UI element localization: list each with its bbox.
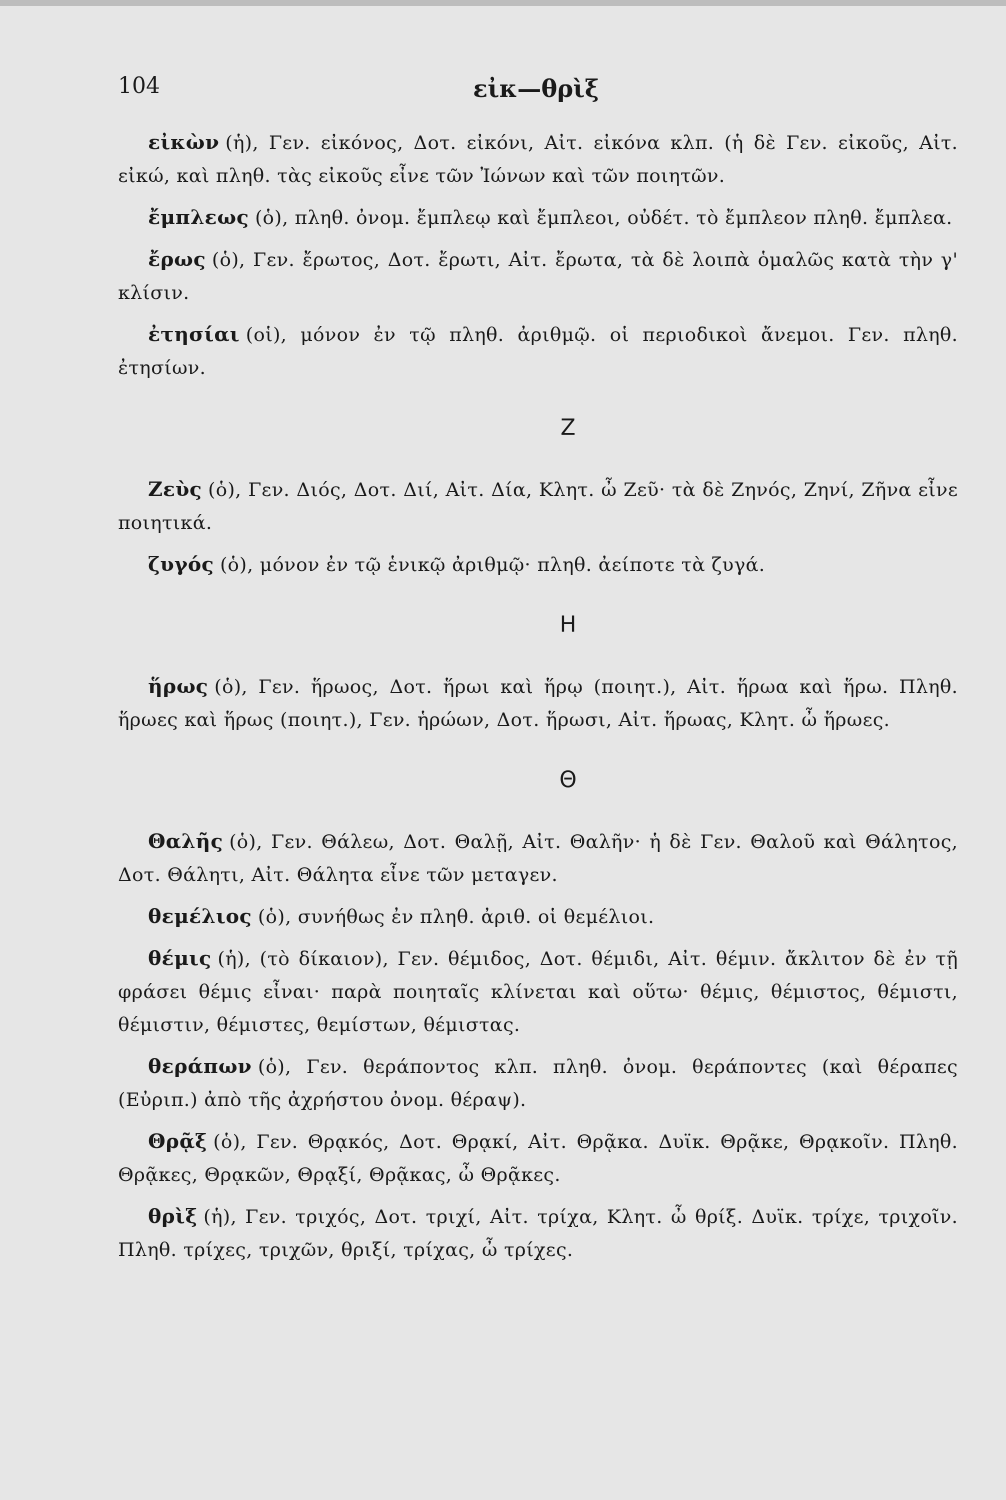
- entry-text: (ὁ), Γεν. ἥρωος, Δοτ. ἥρωι καὶ ἥρῳ (ποιητ.), Αἰτ. ἥρωα καὶ ἥρω. Πληθ. ἥρωες καὶ ἥρως (ποιητ.), Γεν. ἡρώων, Δοτ. ἥρωσι, Αἰτ. ἥρωας, Κλητ. ὦ ἥρωες.: [118, 676, 958, 731]
- entry-text: (ὁ), Γεν. Διός, Δοτ. Διί, Αἰτ. Δία, Κλητ. ὦ Ζεῦ· τὰ δὲ Ζηνός, Ζηνί, Ζῆνα εἶνε ποιητικά.: [118, 479, 958, 534]
- entry-headword: ζυγός: [148, 552, 214, 576]
- running-head: εἰκ—θρὶξ: [473, 74, 599, 103]
- dictionary-entry: [118, 825, 958, 892]
- entry-headword: ἐτησίαι: [148, 322, 240, 346]
- page-edge: [0, 0, 1006, 6]
- entry-text: (ὁ), Γεν. ἔρωτος, Δοτ. ἔρωτι, Αἰτ. ἔρωτα, τὰ δὲ λοιπὰ ὁμαλῶς κατὰ τὴν γ' κλίσιν.: [118, 249, 958, 304]
- entry-headword: θρὶξ: [148, 1204, 198, 1228]
- dictionary-entry: [118, 201, 958, 235]
- entry-text: (ὁ), Γεν. θεράποντος κλπ. πληθ. ὀνομ. θεράποντες (καὶ θέραπες (Εὐριπ.) ἀπὸ τῆς ἀχρήστου ὀνομ. θέραψ).: [118, 1056, 958, 1111]
- entry-headword: Ζεὺς: [148, 477, 203, 501]
- entry-headword: ἔμπλεως: [148, 205, 249, 229]
- entry-headword: θεράπων: [148, 1054, 252, 1078]
- entry-text: (ὁ), Γεν. Θρᾳκός, Δοτ. Θρᾳκί, Αἰτ. Θρᾷκα. Δυϊκ. Θρᾷκε, Θρᾳκοῖν. Πληθ. Θρᾷκες, Θρᾳκῶν, Θρᾳξί, Θρᾷκας, ὦ Θρᾷκες.: [118, 1131, 958, 1186]
- page-number: 104: [118, 74, 160, 99]
- page-body: [118, 126, 958, 1275]
- entry-text: (ὁ), συνήθως ἐν πληθ. ἀριθ. οἱ θεμέλιοι.: [257, 906, 655, 928]
- entry-text: (ἡ), Γεν. τριχός, Δοτ. τριχί, Αἰτ. τρίχα, Κλητ. ὦ θρίξ. Δυϊκ. τρίχε, τριχοῖν. Πληθ. τρίχες, τριχῶν, θριξί, τρίχας, ὦ τρίχες.: [118, 1206, 958, 1261]
- dictionary-entry: [118, 670, 958, 737]
- entry-text: (ὁ), πληθ. ὀνομ. ἔμπλεῳ καὶ ἔμπλεοι, οὐδέτ. τὸ ἔμπλεον πληθ. ἔμπλεα.: [254, 207, 953, 229]
- entry-headword: ἥρως: [148, 674, 209, 698]
- entry-headword: Θρᾷξ: [148, 1129, 208, 1153]
- entry-headword: εἰκὼν: [148, 130, 220, 154]
- page-header: [118, 74, 958, 110]
- section-letter-heading: Η: [559, 613, 577, 638]
- entry-headword: θεμέλιος: [148, 904, 252, 928]
- entry-text: (οἱ), μόνον ἐν τῷ πληθ. ἀριθμῷ. οἱ περιοδικοὶ ἄνεμοι. Γεν. πληθ. ἐτησίων.: [118, 324, 958, 379]
- dictionary-entry: [118, 243, 958, 310]
- dictionary-entry: [118, 1050, 958, 1117]
- dictionary-entry: [118, 126, 958, 193]
- dictionary-entry: [118, 473, 958, 540]
- dictionary-entry: [118, 318, 958, 385]
- section-letter-heading: Θ: [559, 768, 577, 793]
- entry-headword: ἔρως: [148, 247, 206, 271]
- section-theta: [118, 759, 958, 1267]
- section-eta: [118, 604, 958, 737]
- dictionary-entry: [118, 900, 958, 934]
- entry-text: (ὁ), μόνον ἐν τῷ ἑνικῷ ἀριθμῷ· πληθ. ἀείποτε τὰ ζυγά.: [219, 554, 766, 576]
- dictionary-entry: [118, 1200, 958, 1267]
- entry-text: (ἡ), (τὸ δίκαιον), Γεν. θέμιδος, Δοτ. θέμιδι, Αἰτ. θέμιν. ἄκλιτον δὲ ἐν τῇ φράσει θέμις εἶναι· παρὰ ποιηταῖς κλίνεται καὶ οὕτω· θέμις, θέμιστος, θέμιστι, θέμιστιν, θέμιστες, θεμίστων, θέμιστας.: [118, 948, 958, 1036]
- entry-text: (ὁ), Γεν. Θάλεω, Δοτ. Θαλῇ, Αἰτ. Θαλῆν· ἡ δὲ Γεν. Θαλοῦ καὶ Θάλητος, Δοτ. Θάλητι, Αἰτ. Θάλητα εἶνε τῶν μεταγεν.: [118, 831, 958, 886]
- dictionary-entry: [118, 942, 958, 1042]
- dictionary-entry: [118, 1125, 958, 1192]
- section-letter-heading: Ζ: [560, 416, 576, 441]
- entry-text: (ἡ), Γεν. εἰκόνος, Δοτ. εἰκόνι, Αἰτ. εἰκόνα κλπ. (ἡ δὲ Γεν. εἰκοῦς, Αἰτ. εἰκώ, καὶ πληθ. τὰς εἰκοῦς εἶνε τῶν Ἰώνων καὶ τῶν ποιητῶν.: [118, 132, 958, 187]
- section-zeta: [118, 407, 958, 582]
- dictionary-entry: [118, 548, 958, 582]
- entry-headword: Θαλῆς: [148, 829, 224, 853]
- entry-headword: θέμις: [148, 946, 212, 970]
- section-epsilon: [118, 126, 958, 385]
